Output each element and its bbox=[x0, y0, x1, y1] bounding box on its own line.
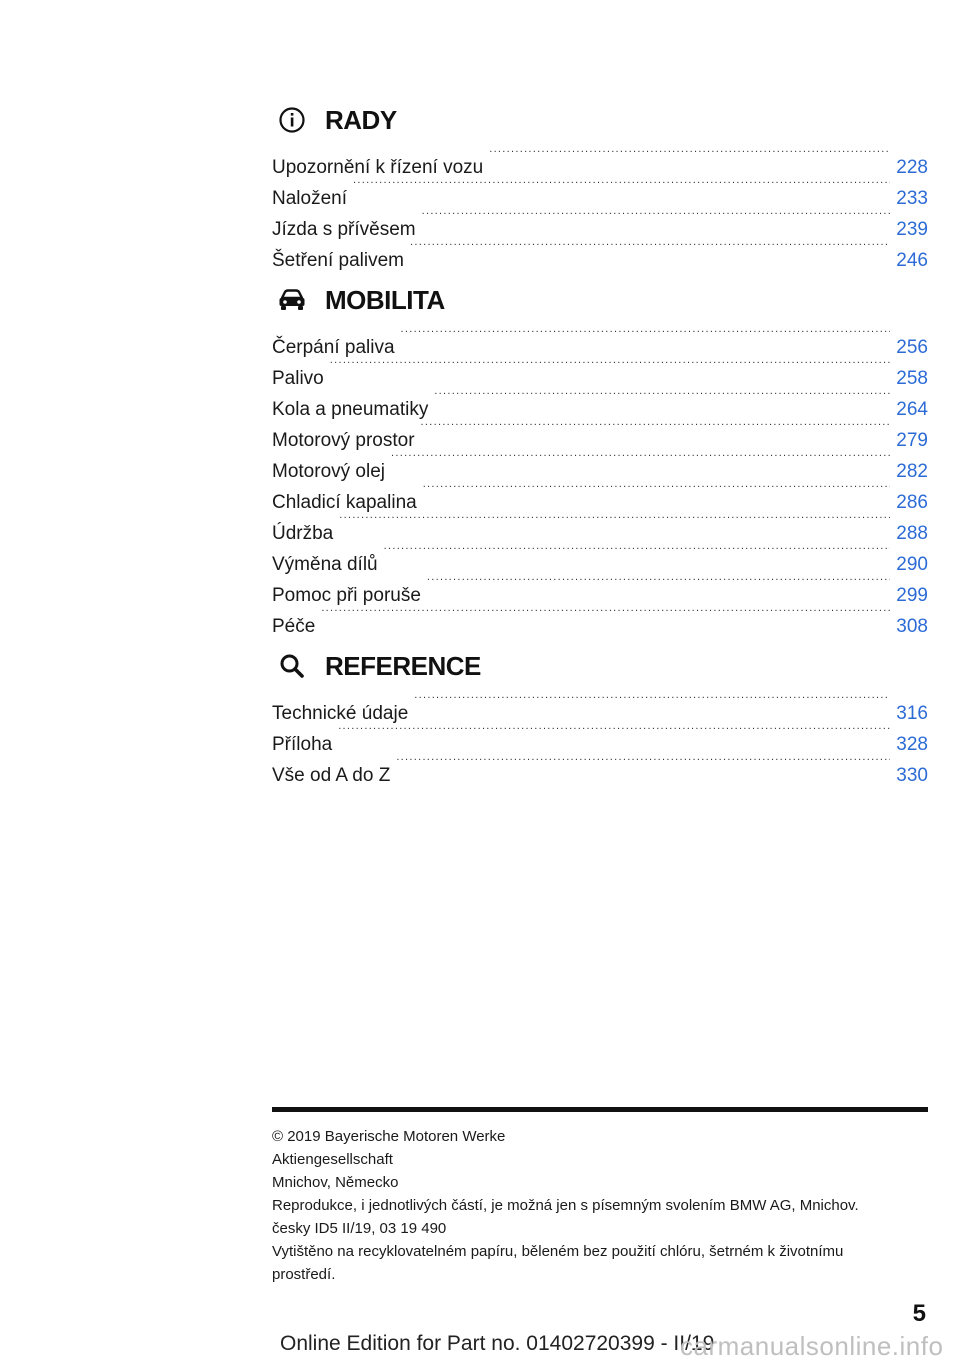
entry-page-link[interactable]: 264 bbox=[896, 399, 928, 420]
page-number: 5 bbox=[912, 1300, 926, 1327]
entry-page-link[interactable]: 330 bbox=[896, 765, 928, 786]
entry-page-link[interactable]: 256 bbox=[896, 337, 928, 358]
toc-entry[interactable] bbox=[272, 384, 928, 420]
entry-title: Upozornění k řízení vozu bbox=[272, 157, 484, 178]
imprint-line: © 2019 Bayerische Motoren Werke bbox=[272, 1128, 506, 1145]
entry-title: Motorový prostor bbox=[272, 430, 415, 451]
section-header bbox=[272, 280, 928, 320]
leader-dots bbox=[410, 235, 890, 266]
info-icon bbox=[277, 105, 307, 135]
leader-dots bbox=[423, 477, 891, 508]
leader-dots bbox=[401, 322, 891, 353]
entry-page-link[interactable]: 228 bbox=[896, 157, 928, 178]
leader-dots bbox=[321, 601, 890, 632]
entry-title: Výměna dílů bbox=[272, 554, 378, 575]
entry-page-link[interactable]: 286 bbox=[896, 492, 928, 513]
leader-dots bbox=[384, 539, 891, 570]
entry-title: Údržba bbox=[272, 523, 334, 544]
entry-title: Chladicí kapalina bbox=[272, 492, 417, 513]
entry-title: Šetření palivem bbox=[272, 250, 405, 271]
imprint-line: Vytištěno na recyklovatelném papíru, běleném bez použití chlóru, šetrném k životnímu bbox=[272, 1243, 844, 1260]
entry-page-link[interactable]: 328 bbox=[896, 734, 928, 755]
entry-title: Vše od A do Z bbox=[272, 765, 391, 786]
entry-title: Příloha bbox=[272, 734, 333, 755]
entry-page-link[interactable]: 288 bbox=[896, 523, 928, 544]
entry-page-link[interactable]: 279 bbox=[896, 430, 928, 451]
entry-page-link[interactable]: 290 bbox=[896, 554, 928, 575]
imprint-line: Mnichov, Německo bbox=[272, 1174, 399, 1191]
toc-entry[interactable] bbox=[272, 539, 928, 575]
section-header bbox=[272, 646, 928, 686]
entry-page-link[interactable]: 246 bbox=[896, 250, 928, 271]
toc-entry[interactable] bbox=[272, 688, 928, 724]
entry-title: Naložení bbox=[272, 188, 347, 209]
section-reference bbox=[272, 646, 928, 786]
entry-page-link[interactable]: 239 bbox=[896, 219, 928, 240]
entry-title: Palivo bbox=[272, 368, 324, 389]
watermark: carmanualsonline.info bbox=[680, 1331, 944, 1361]
search-icon bbox=[277, 651, 307, 681]
toc-entry[interactable] bbox=[272, 173, 928, 209]
leader-dots bbox=[339, 508, 890, 539]
entry-title: Pomoc při poruše bbox=[272, 585, 421, 606]
section-title: RADY bbox=[325, 104, 397, 135]
entry-page-link[interactable]: 299 bbox=[896, 585, 928, 606]
toc-entry[interactable] bbox=[272, 601, 928, 637]
leader-dots bbox=[421, 415, 891, 446]
leader-dots bbox=[489, 142, 890, 173]
leader-dots bbox=[396, 750, 890, 781]
toc-entry[interactable] bbox=[272, 719, 928, 755]
leader-dots bbox=[427, 570, 890, 601]
entry-page-link[interactable]: 316 bbox=[896, 703, 928, 724]
imprint-line: česky ID5 II/19, 03 19 490 bbox=[272, 1220, 447, 1237]
entry-page-link[interactable]: 282 bbox=[896, 461, 928, 482]
imprint-line: Reprodukce, i jednotlivých částí, je možná jen s písemným svolením BMW AG, Mnichov. bbox=[272, 1197, 859, 1214]
leader-dots bbox=[391, 446, 890, 477]
entry-page-link[interactable]: 258 bbox=[896, 368, 928, 389]
toc-entry[interactable] bbox=[272, 204, 928, 240]
imprint-line: prostředí. bbox=[272, 1266, 336, 1283]
entry-title: Čerpání paliva bbox=[272, 337, 395, 358]
toc-entry[interactable] bbox=[272, 322, 928, 358]
leader-dots bbox=[353, 173, 890, 204]
toc-entry[interactable] bbox=[272, 750, 928, 786]
section-title: MOBILITA bbox=[325, 284, 445, 315]
section-rady bbox=[272, 100, 928, 271]
leader-dots bbox=[338, 719, 890, 750]
table-of-contents bbox=[272, 100, 928, 786]
entry-title: Jízda s přívěsem bbox=[272, 219, 416, 240]
leader-dots bbox=[422, 204, 891, 235]
entry-page-link[interactable]: 233 bbox=[896, 188, 928, 209]
toc-entry[interactable] bbox=[272, 353, 928, 389]
leader-dots bbox=[434, 384, 890, 415]
divider-rule bbox=[272, 1107, 928, 1112]
section-title: REFERENCE bbox=[325, 650, 481, 681]
leader-dots bbox=[330, 353, 891, 384]
toc-entry[interactable] bbox=[272, 142, 928, 178]
car-icon bbox=[277, 285, 307, 315]
section-header bbox=[272, 100, 928, 140]
entry-title: Kola a pneumatiky bbox=[272, 399, 429, 420]
entry-title: Motorový olej bbox=[272, 461, 385, 482]
entry-page-link[interactable]: 308 bbox=[896, 616, 928, 637]
leader-dots bbox=[414, 688, 890, 719]
section-mobilita bbox=[272, 280, 928, 637]
imprint-line: Aktiengesellschaft bbox=[272, 1151, 393, 1168]
imprint-block bbox=[272, 1125, 928, 1286]
online-edition-footer: Online Edition for Part no. 01402720399 - II/19 bbox=[280, 1332, 715, 1355]
entry-title: Péče bbox=[272, 616, 316, 637]
toc-entry[interactable] bbox=[272, 508, 928, 544]
entry-title: Technické údaje bbox=[272, 703, 409, 724]
